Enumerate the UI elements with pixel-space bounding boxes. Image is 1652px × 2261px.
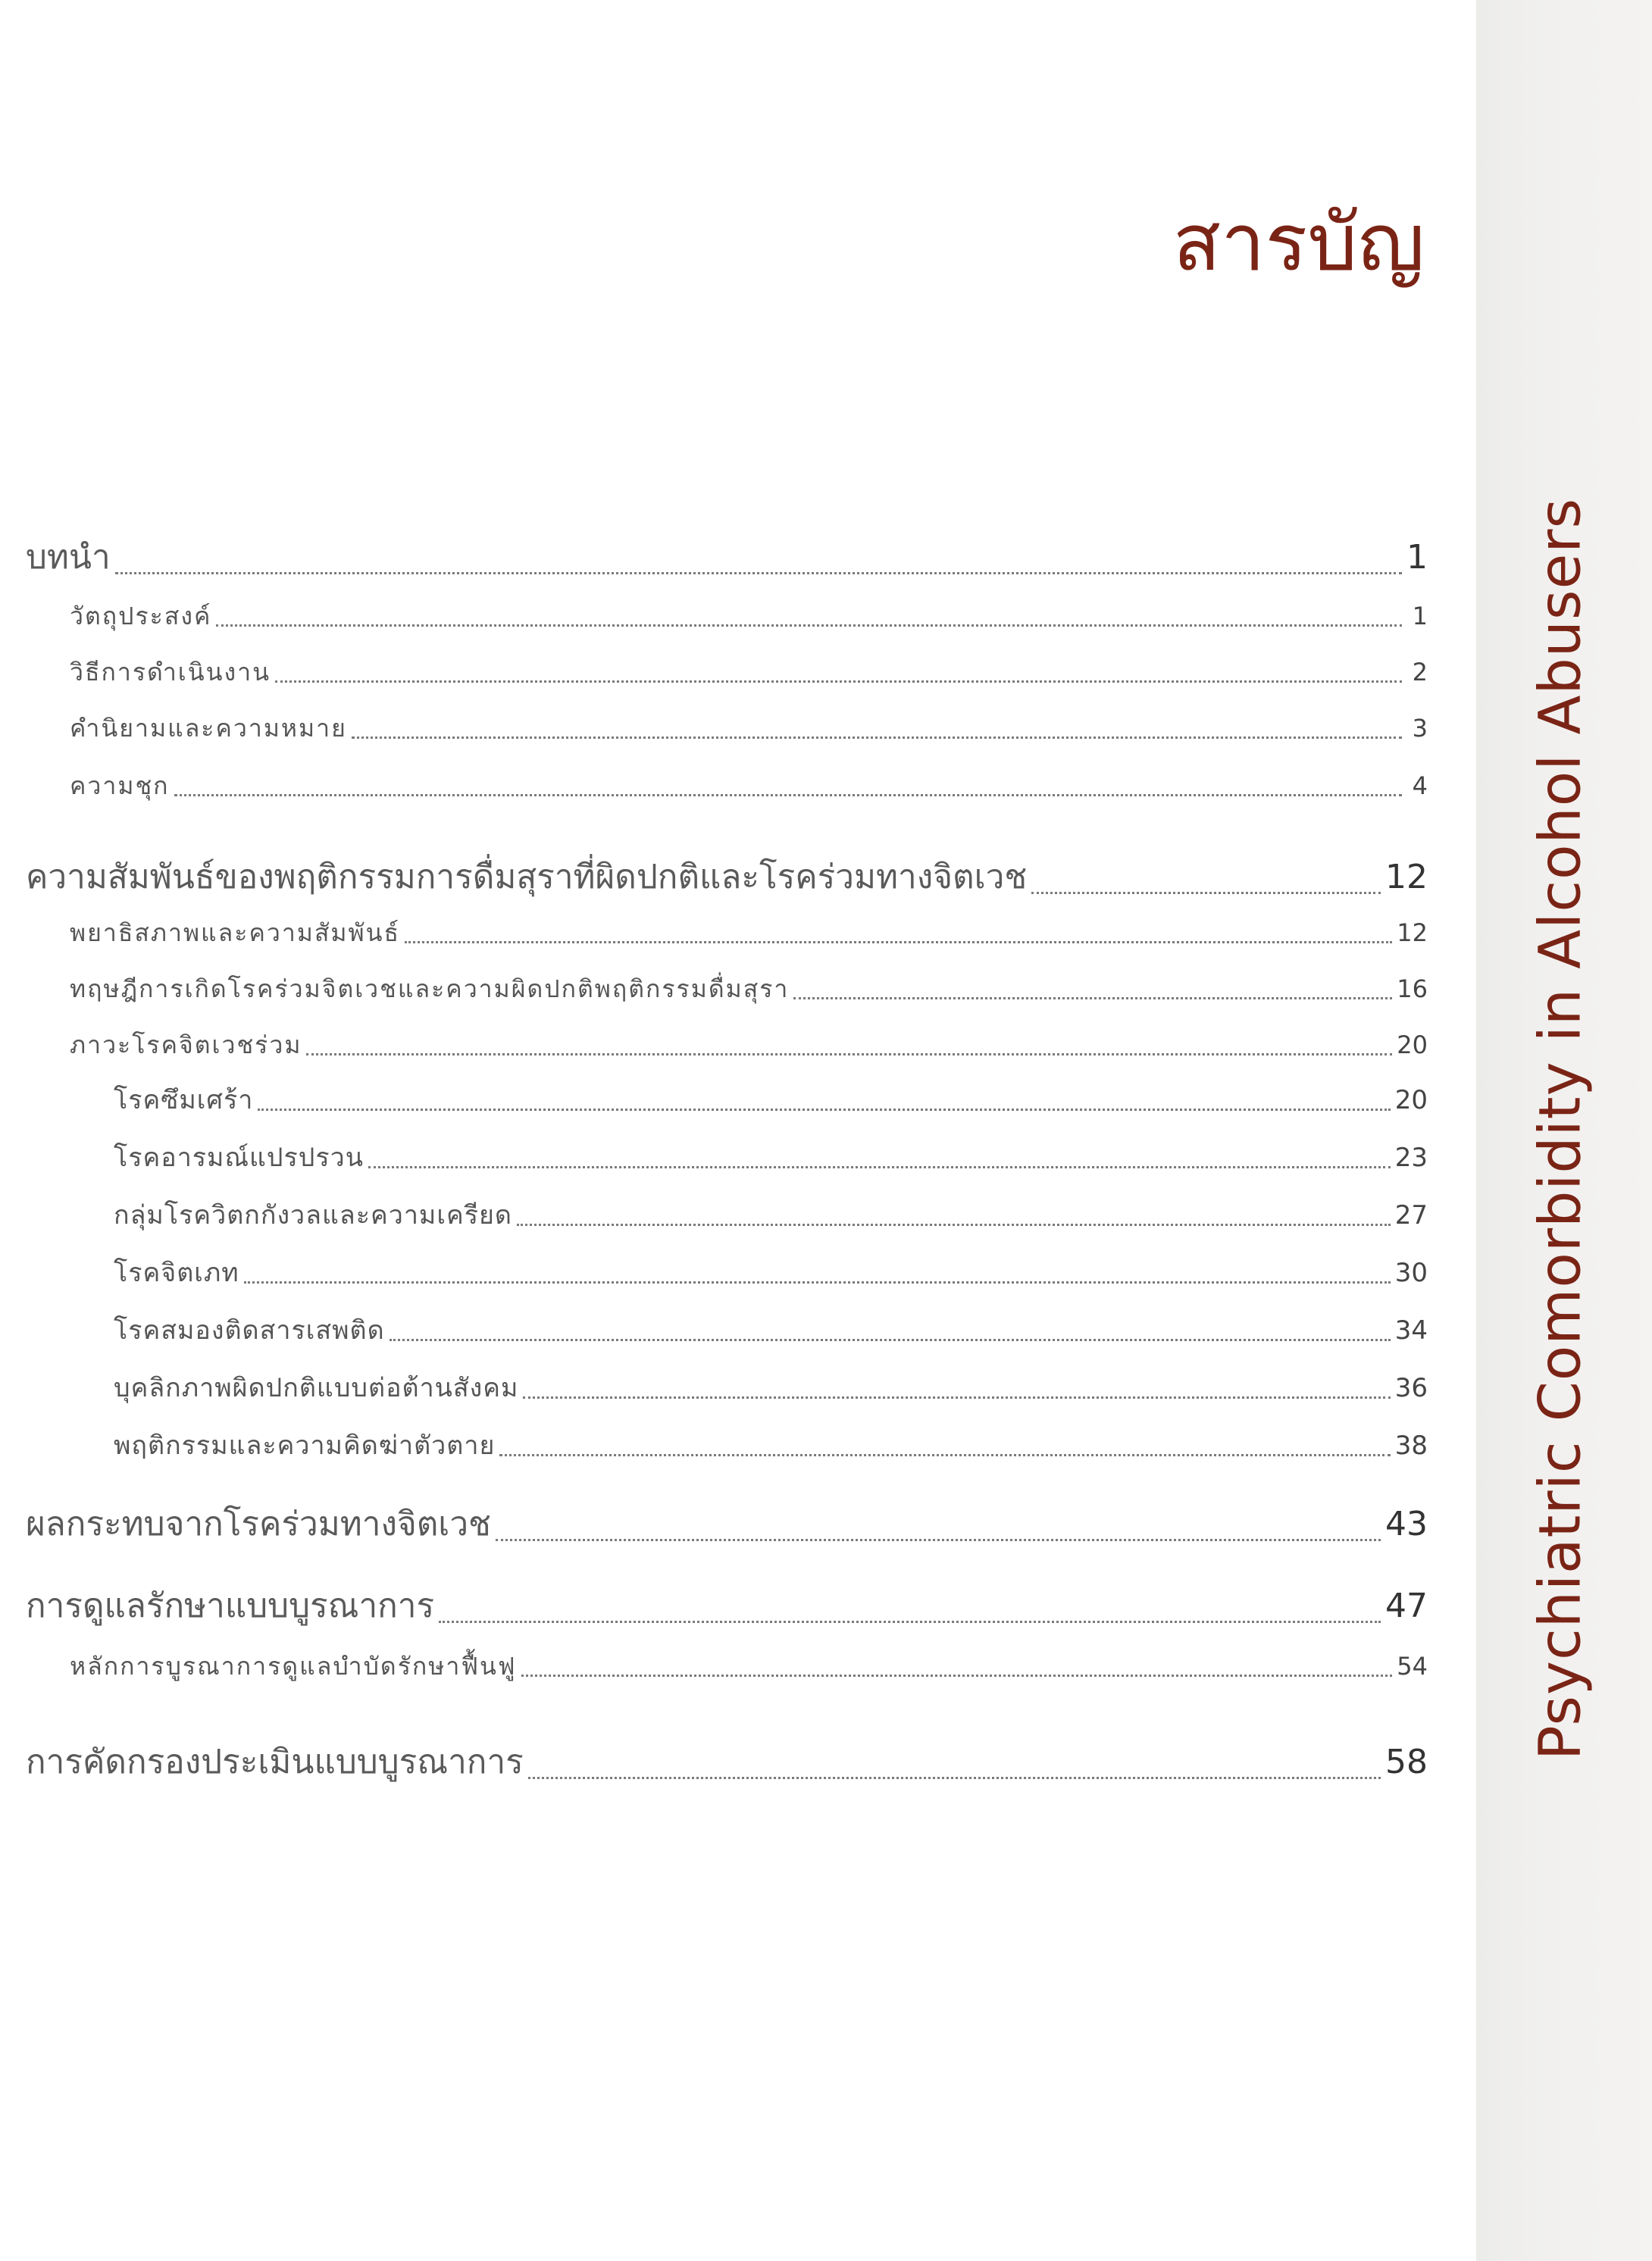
dot-leader: [793, 997, 1392, 999]
toc-entry-page: 1: [1412, 602, 1428, 630]
toc-entry-page: 3: [1412, 714, 1428, 743]
toc-entry-label: วิธีการดำเนินงาน: [70, 658, 271, 686]
toc-entry-page: 36: [1394, 1373, 1428, 1403]
toc-entry-label: โรคสมองติดสารเสพติด: [114, 1315, 385, 1346]
toc-subsubentry[interactable]: [114, 1194, 1428, 1235]
dot-leader: [306, 1053, 1392, 1055]
dot-leader: [405, 941, 1392, 943]
toc-entry-label: คำนิยามและความหมาย: [70, 714, 347, 743]
toc-entry-page: 4: [1412, 771, 1428, 800]
toc-entry-page: 1: [1406, 538, 1428, 577]
dot-leader: [275, 680, 1402, 683]
toc-entry-page: 16: [1397, 974, 1428, 1003]
toc-entry-page: 30: [1394, 1258, 1428, 1288]
toc-entry-page: 23: [1394, 1143, 1428, 1173]
toc-subentry[interactable]: [70, 767, 1428, 805]
dot-leader: [517, 1224, 1391, 1226]
toc-subentry[interactable]: [70, 1647, 1428, 1686]
toc-entry-page: 54: [1397, 1652, 1428, 1681]
dot-leader: [390, 1339, 1391, 1341]
toc-subentry[interactable]: [70, 970, 1428, 1009]
toc-subentry[interactable]: [70, 709, 1428, 748]
dot-leader: [1031, 892, 1381, 894]
page-title: สารบัญ: [1172, 196, 1425, 289]
dot-leader: [216, 624, 1402, 627]
toc-entry-page: 43: [1385, 1505, 1428, 1543]
toc-subsubentry[interactable]: [114, 1079, 1428, 1120]
toc-entry-care[interactable]: [26, 1579, 1428, 1632]
toc-entry-label: หลักการบูรณาการดูแลบำบัดรักษาฟื้นฟู: [70, 1652, 517, 1681]
toc-entry-label: พยาธิสภาพและความสัมพันธ์: [70, 918, 401, 947]
toc-entry-label: ทฤษฎีการเกิดโรคร่วมจิตเวชและความผิดปกติพฤติกรรมดื่มสุรา: [70, 974, 790, 1003]
toc-subentry[interactable]: [70, 914, 1428, 952]
toc-subsubentry[interactable]: [114, 1424, 1428, 1465]
toc-entry-label: ภาวะโรคจิตเวชร่วม: [70, 1030, 302, 1059]
dot-leader: [352, 736, 1402, 739]
toc-entry-screening[interactable]: [26, 1735, 1428, 1788]
toc-subsubentry[interactable]: [114, 1137, 1428, 1177]
toc-entry-label: ความชุก: [70, 771, 170, 800]
toc-entry-label: บุคลิกภาพผิดปกติแบบต่อต้านสังคม: [114, 1373, 519, 1403]
toc-entry-page: 12: [1385, 858, 1428, 896]
book-title-vertical: Psychiatric Comorbidity in Alcohol Abusers: [1525, 497, 1594, 1761]
toc-entry-label: การดูแลรักษาแบบบูรณาการ: [26, 1587, 435, 1625]
dot-leader: [523, 1396, 1390, 1399]
toc-subentry[interactable]: [70, 1026, 1428, 1065]
toc-entry-label: โรคจิตเภท: [114, 1258, 239, 1288]
toc-entry-page: 47: [1385, 1587, 1428, 1625]
toc-entry-label: บทนำ: [26, 538, 111, 577]
toc-subsubentry[interactable]: [114, 1367, 1428, 1408]
toc-entry-page: 20: [1397, 1030, 1428, 1059]
toc-entry-impact[interactable]: [26, 1497, 1428, 1550]
dot-leader: [439, 1621, 1381, 1623]
dot-leader: [368, 1166, 1391, 1168]
toc-entry-page: 12: [1397, 918, 1428, 947]
toc-entry-label: กลุ่มโรควิตกกังวลและความเครียด: [114, 1200, 512, 1231]
toc-entry-label: พฤติกรรมและความคิดฆ่าตัวตาย: [114, 1431, 496, 1461]
toc-entry-page: 34: [1394, 1315, 1428, 1346]
toc-entry-label: โรคซึมเศร้า: [114, 1085, 254, 1115]
toc-entry-label: ผลกระทบจากโรคร่วมทางจิตเวช: [26, 1505, 491, 1543]
toc-entry-label: วัตถุประสงค์: [70, 602, 212, 630]
dot-leader: [174, 794, 1402, 796]
toc-subsubentry[interactable]: [114, 1309, 1428, 1350]
dot-leader: [258, 1109, 1390, 1111]
toc-entry-relation[interactable]: [26, 850, 1428, 903]
toc-subentry[interactable]: [70, 597, 1428, 636]
toc-entry-page: 38: [1394, 1431, 1428, 1461]
toc-subsubentry[interactable]: [114, 1252, 1428, 1293]
toc-entry-label: การคัดกรองประเมินแบบบูรณาการ: [26, 1743, 524, 1781]
toc-entry-page: 27: [1394, 1200, 1428, 1231]
toc-entry-page: 58: [1385, 1743, 1428, 1781]
toc-subentry[interactable]: [70, 653, 1428, 692]
dot-leader: [528, 1777, 1381, 1779]
dot-leader: [115, 572, 1402, 574]
toc-entry-label: ความสัมพันธ์ของพฤติกรรมการดื่มสุราที่ผิดปกติและโรคร่วมทางจิตเวช: [26, 858, 1028, 896]
toc-entry-page: 20: [1394, 1085, 1428, 1115]
toc-entry-label: โรคอารมณ์แปรปรวน: [114, 1143, 364, 1173]
toc-entry-page: 2: [1412, 658, 1428, 686]
dot-leader: [244, 1281, 1391, 1284]
toc-entry-intro[interactable]: [26, 530, 1428, 583]
dot-leader: [496, 1539, 1381, 1541]
dot-leader: [521, 1675, 1393, 1677]
dot-leader: [499, 1454, 1390, 1456]
